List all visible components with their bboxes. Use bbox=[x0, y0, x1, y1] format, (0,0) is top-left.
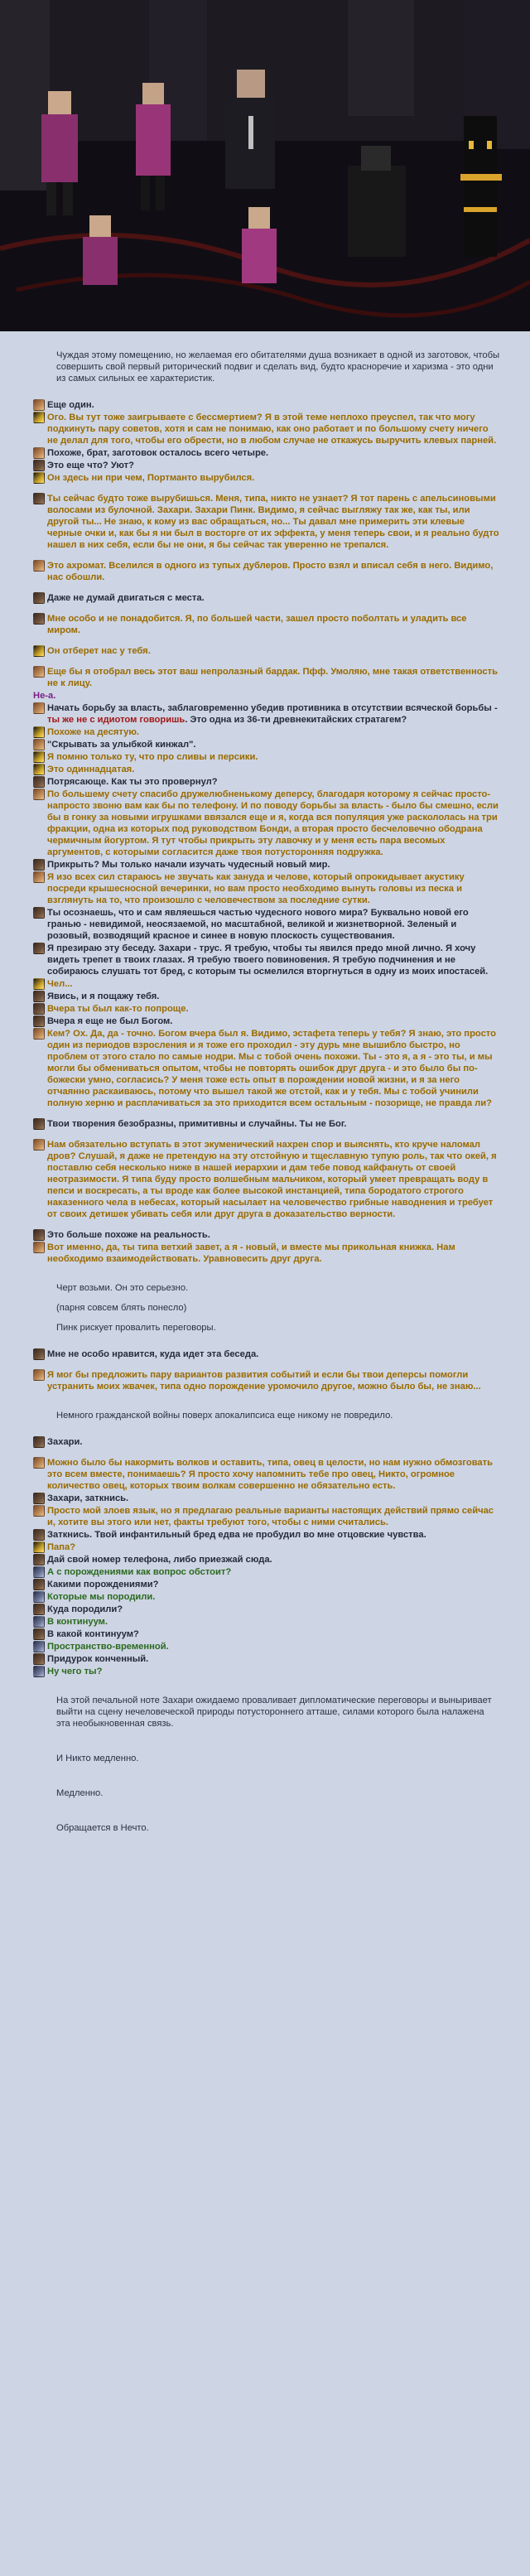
speaker-avatar-icon bbox=[33, 1529, 45, 1541]
dialogue-text bbox=[47, 739, 500, 750]
dialogue-fragment: Ого. Вы тут тоже заигрываете с бессмертием? Я в этой теме неплохо преуспел, так что могу подкинуть пару советов, хотя и сам не понимаю, как оно работает и по большому счету ничего не делал для того, чтобы его обрести, но в любом случае не откажусь выручить клевых парней. bbox=[47, 412, 497, 446]
speaker-avatar-icon bbox=[33, 726, 45, 738]
dialogue-text bbox=[47, 399, 500, 411]
dialogue-text bbox=[47, 1566, 500, 1578]
dialogue-line bbox=[33, 1579, 500, 1590]
dialogue-fragment: Ты осознаешь, что и сам являешься частью чудесного нового мира? Буквально новой его гранью - невидимой, неосязаемой, но масштабной, великой и жизнетворной. Зеленый и розовый, возводящий красное и синее в новую плоскость существования. bbox=[47, 908, 469, 941]
speaker-avatar-icon bbox=[33, 991, 45, 1002]
dialogue-line bbox=[33, 991, 500, 1002]
speaker-avatar-icon bbox=[33, 1457, 45, 1469]
narration-text: Немного гражданской войны поверх апокалипсиса еще никому не повредило. bbox=[56, 1411, 393, 1421]
dialogue-fragment: Придурок конченный. bbox=[47, 1654, 149, 1664]
dialogue-text bbox=[47, 1369, 500, 1392]
dialogue-text bbox=[47, 1118, 500, 1130]
dialogue-fragment: . Это одна из 36-ти древнекитайских стратагем? bbox=[185, 715, 407, 725]
dialogue-text bbox=[47, 991, 500, 1002]
dialogue-text bbox=[47, 1628, 500, 1640]
dialogue-fragment: В континуум. bbox=[47, 1617, 108, 1627]
dialogue-line bbox=[33, 1505, 500, 1528]
dialogue-line bbox=[33, 1641, 500, 1652]
dialogue-fragment: Это больше похоже на реальность. bbox=[47, 1230, 210, 1240]
narration-text: Обращается в Нечто. bbox=[56, 1823, 149, 1833]
dialogue-text bbox=[47, 1579, 500, 1590]
dialogue-text bbox=[47, 751, 500, 763]
dialogue-fragment: "Скрывать за улыбкой кинжал". bbox=[47, 740, 196, 750]
dialogue-line bbox=[33, 560, 500, 583]
dialogue-text bbox=[47, 645, 500, 657]
speaker-avatar-icon bbox=[33, 1229, 45, 1241]
speaker-avatar-icon bbox=[33, 1493, 45, 1504]
dialogue-line bbox=[33, 399, 500, 411]
speaker-avatar-icon bbox=[33, 1653, 45, 1665]
dialogue-line bbox=[33, 1591, 500, 1603]
dialogue-text bbox=[47, 726, 500, 738]
dialogue-text bbox=[47, 1529, 500, 1541]
speaker-avatar-icon bbox=[33, 859, 45, 871]
dialogue-line bbox=[33, 1554, 500, 1565]
speaker-avatar-icon bbox=[33, 1028, 45, 1040]
speaker-avatar-icon bbox=[33, 1003, 45, 1015]
dialogue-fragment: Твои творения безобразны, примитивны и случайны. Ты не Бог. bbox=[47, 1119, 347, 1129]
speaker-avatar-icon bbox=[33, 493, 45, 504]
dialogue-fragment: Я мог бы предложить пару вариантов развития событий и если бы твои деперсы помогли устранить моих жвачек, типа одно порождение уромочило другое, можно было бы, не знаю... bbox=[47, 1370, 481, 1392]
dialogue-fragment: Он здесь ни при чем, Портманто вырубился. bbox=[47, 473, 255, 483]
dialogue-line bbox=[33, 702, 500, 726]
speaker-avatar-icon bbox=[33, 1616, 45, 1628]
dialogue-fragment: Это одиннадцатая. bbox=[47, 765, 135, 774]
dialogue-text bbox=[47, 1591, 500, 1603]
spacer bbox=[33, 1449, 500, 1457]
spacer bbox=[33, 637, 500, 645]
dialogue-text bbox=[47, 1666, 500, 1677]
dialogue-line bbox=[33, 666, 500, 689]
speaker-avatar-icon bbox=[33, 645, 45, 657]
spacer bbox=[33, 552, 500, 560]
dialogue-text bbox=[47, 871, 500, 906]
dialogue-text bbox=[47, 1436, 500, 1448]
speaker-avatar-icon bbox=[33, 1591, 45, 1603]
dialogue-line bbox=[33, 1666, 500, 1677]
story-page bbox=[0, 331, 530, 2576]
dialogue-text bbox=[47, 666, 500, 689]
dialogue-text bbox=[47, 1554, 500, 1565]
dialogue-text bbox=[47, 789, 500, 858]
dialogue-line bbox=[33, 871, 500, 906]
dialogue-line bbox=[33, 1028, 500, 1109]
dialogue-text bbox=[47, 592, 500, 604]
dialogue-text bbox=[47, 560, 500, 583]
dialogue-line bbox=[33, 412, 500, 446]
dialogue-text bbox=[47, 907, 500, 942]
speaker-avatar-icon bbox=[33, 789, 45, 800]
speaker-avatar-icon bbox=[33, 871, 45, 883]
speaker-avatar-icon bbox=[33, 460, 45, 471]
dialogue-line bbox=[33, 1493, 500, 1504]
dialogue-fragment: Он отберет нас у тебя. bbox=[47, 646, 151, 656]
speaker-avatar-icon bbox=[33, 399, 45, 411]
dialogue-text bbox=[47, 1139, 500, 1220]
narration-text: (парня совсем блять понесло) bbox=[56, 1303, 187, 1313]
dialogue-fragment: Ну чего ты? bbox=[47, 1667, 103, 1676]
speaker-avatar-icon bbox=[33, 907, 45, 919]
dialogue-text bbox=[47, 1028, 500, 1109]
dialogue-line bbox=[33, 645, 500, 657]
dialogue-fragment: Явись, и я пощажу тебя. bbox=[47, 991, 160, 1001]
dialogue-fragment: Просто мой злоев язык, но я предлагаю реальные варианты настоящих действий прямо сейчас и, хотите вы этого или нет, факты требуют того, чтобы с ними считались. bbox=[47, 1506, 494, 1527]
speaker-avatar-icon bbox=[33, 592, 45, 604]
speaker-avatar-icon bbox=[33, 1118, 45, 1130]
speaker-avatar-icon bbox=[33, 751, 45, 763]
dialogue-fragment: А с порождениями как вопрос обстоит? bbox=[47, 1567, 232, 1577]
dialogue-fragment: Еще бы я отобрал весь этот ваш непролазный бардак. Пфф. Умоляю, мне такая ответственность не к лицу. bbox=[47, 667, 498, 688]
dialogue-fragment: Можно было бы накормить волков и оставить, типа, овец в целости, но нам нужно обмозговать это всем вместе, понимаешь? Я просто хочу напомнить тебе про овец, Никто, огромное количество овец, которых твоим волкам совершенно не обязательно есть. bbox=[47, 1458, 494, 1491]
spacer bbox=[33, 1361, 500, 1369]
spacer bbox=[33, 485, 500, 493]
narration-text: На этой печальной ноте Захари ожидаемо проваливает дипломатические переговоры и выныривает выйти на сцену нечеловеческой природы потустороннего атташе, силами которого была налажена эта необыкновенная связь. bbox=[56, 1696, 492, 1729]
dialogue-line bbox=[33, 613, 500, 636]
dialogue-fragment: Куда породили? bbox=[47, 1604, 123, 1614]
dialogue-line bbox=[33, 1529, 500, 1541]
dialogue-fragment: Какими порождениями? bbox=[47, 1580, 159, 1589]
spacer bbox=[33, 1678, 500, 1686]
spacer bbox=[33, 1110, 500, 1118]
dialogue-fragment: Я помню только ту, что про сливы и персики. bbox=[47, 752, 258, 762]
dialogue-fragment: Потрясающе. Как ты это провернул? bbox=[47, 777, 218, 787]
dialogue-line bbox=[33, 447, 500, 459]
dialogue-line bbox=[33, 1015, 500, 1027]
dialogue-fragment: Это еще что? Уют? bbox=[47, 461, 134, 470]
dialogue-line bbox=[33, 1616, 500, 1628]
dialogue-line bbox=[33, 1229, 500, 1241]
spacer bbox=[33, 605, 500, 613]
dialogue-line bbox=[33, 859, 500, 871]
dialogue-fragment: Даже не думай двигаться с места. bbox=[47, 593, 205, 603]
dialogue-text bbox=[47, 412, 500, 446]
dialogue-line bbox=[33, 493, 500, 551]
narration-text: Пинк рискует провалить переговоры. bbox=[56, 1323, 216, 1333]
dialogue-text bbox=[47, 613, 500, 636]
dialogue-line bbox=[33, 1457, 500, 1492]
dialogue-text bbox=[47, 1348, 500, 1360]
speaker-avatar-icon bbox=[33, 1015, 45, 1027]
spacer bbox=[33, 1340, 500, 1348]
dialogue-line bbox=[33, 751, 500, 763]
dialogue-line bbox=[33, 1242, 500, 1265]
speaker-avatar-icon bbox=[33, 1242, 45, 1253]
speaker-avatar-icon bbox=[33, 666, 45, 678]
speaker-avatar-icon bbox=[33, 1505, 45, 1517]
dialogue-line bbox=[33, 907, 500, 942]
spacer bbox=[33, 1221, 500, 1229]
dialogue-text bbox=[47, 702, 500, 726]
spacer bbox=[33, 1771, 500, 1779]
speaker-avatar-icon bbox=[33, 1666, 45, 1677]
dialogue-line bbox=[33, 764, 500, 775]
speaker-avatar-icon bbox=[33, 943, 45, 954]
dialogue-line bbox=[33, 726, 500, 738]
dialogue-text bbox=[47, 1641, 500, 1652]
spacer bbox=[33, 1806, 500, 1814]
spacer bbox=[33, 1428, 500, 1436]
spacer bbox=[33, 1736, 500, 1744]
dialogue-line bbox=[33, 943, 500, 977]
dialogue-text bbox=[47, 859, 500, 871]
speaker-avatar-icon bbox=[33, 1628, 45, 1640]
speaker-avatar-icon bbox=[33, 1369, 45, 1381]
dialogue-fragment: Это ахромат. Вселился в одного из тупых дублеров. Просто взял и вписал себя в него. Видимо, нас обошли. bbox=[47, 561, 494, 582]
speaker-avatar-icon bbox=[33, 472, 45, 484]
dialogue-fragment: Дай свой номер телефона, либо приезжай сюда. bbox=[47, 1555, 272, 1565]
dialogue-fragment: Чел... bbox=[47, 979, 73, 989]
dialogue-text bbox=[47, 472, 500, 484]
dialogue-fragment: Захари, заткнись. bbox=[47, 1493, 129, 1503]
dialogue-line bbox=[33, 1369, 500, 1392]
narration-text: И Никто медленно. bbox=[56, 1754, 139, 1763]
dialogue-fragment: Похоже на десятую. bbox=[47, 727, 139, 737]
dialogue-line bbox=[33, 1653, 500, 1665]
dialogue-text bbox=[47, 447, 500, 459]
dialogue-fragment: Кем? Ох. Да, да - точно. Богом вчера был я. Видимо, эстафета теперь у тебя? Я знаю, это просто один из периодов взросления и я тоже его проходил - эту дурь мне вышибло быстро, но проблем от этого стало по самые нодри. Мы с тобой очень похожи. Ты - это я, а я - это ты, и мы могли бы обмениваться опытом, чтобы не повторять ошибок друг друга - и это было бы по-божески умно, согласись? У меня тоже есть опыт в порождении новой жизни, и я за него отчаянно раскаиваюсь, потому что вышел такой же отстой, как и у тебя. Мы с тобой учинили полную херню и расплачиваться за это приходится всем остальным - позорище, не правда ли? bbox=[47, 1029, 496, 1108]
speaker-avatar-icon bbox=[33, 1641, 45, 1652]
spacer bbox=[33, 584, 500, 592]
speaker-avatar-icon bbox=[33, 739, 45, 750]
dialogue-text bbox=[47, 1003, 500, 1015]
spacer bbox=[33, 1131, 500, 1139]
speaker-avatar-icon bbox=[33, 412, 45, 423]
header-illustration bbox=[0, 0, 530, 331]
dialogue-line bbox=[33, 978, 500, 990]
dialogue-text bbox=[47, 1505, 500, 1528]
dialogue-text bbox=[47, 764, 500, 775]
dialogue-text bbox=[47, 1242, 500, 1265]
dialogue-line bbox=[33, 1139, 500, 1220]
dialogue-text bbox=[47, 1015, 500, 1027]
pixel-art-scene bbox=[0, 0, 530, 331]
dialogue-fragment: Прикрыть? Мы только начали изучать чудесный новый мир. bbox=[47, 860, 330, 870]
dialogue-text bbox=[47, 943, 500, 977]
dialogue-text bbox=[47, 1229, 500, 1241]
speaker-avatar-icon bbox=[33, 613, 45, 625]
dialogue-line bbox=[33, 1541, 500, 1553]
dialogue-fragment: Вот именно, да, ты типа ветхий завет, а я - новый, и вместе мы прикольная книжка. Нам необходимо взаимодействовать. Уравновесить друг друга. bbox=[47, 1242, 455, 1264]
dialogue-text bbox=[47, 1457, 500, 1492]
dialogue-text bbox=[47, 460, 500, 471]
dialogue-line bbox=[33, 1003, 500, 1015]
speaker-avatar-icon bbox=[33, 1604, 45, 1615]
dialogue-fragment: Захари. bbox=[47, 1437, 83, 1447]
dialogue-line bbox=[33, 472, 500, 484]
dialogue-text bbox=[47, 776, 500, 788]
speaker-avatar-icon bbox=[33, 1554, 45, 1565]
dialogue-line bbox=[33, 1604, 500, 1615]
speaker-avatar-icon bbox=[33, 560, 45, 572]
dialogue-line bbox=[33, 1118, 500, 1130]
dialogue-text bbox=[47, 1541, 500, 1553]
dialogue-line bbox=[33, 739, 500, 750]
dialogue-fragment: Начать борьбу за власть, заблаговременно убедив противника в отсутствии всяческой борьбы - bbox=[47, 703, 498, 713]
spacer bbox=[33, 1266, 500, 1274]
dialogue-line bbox=[33, 1436, 500, 1448]
dialogue-text bbox=[33, 690, 500, 702]
dialogue-fragment: Нам обязательно вступать в этот экуменический нахрен спор и выяснять, кто круче наломал дров? Слушай, я даже не претендую на эту отстойную и тщеславную тупую роль, так что окей, я поставлю себя несколько ниже в нашей иерархии и дам тебе повод кайфануть от своей неотразимости. Я типа буду просто волшебным мальчиком, который умеет превращать воду в пепси и воскресать, а ты вроде как более высокой инстанцией, типа бородатого строгого наказенного чела в небесах, который насылает на человечество грибные наводнения и требует от своих детишек убивать себя или друг друга в доказательство верности. bbox=[47, 1140, 497, 1219]
dialogue-text bbox=[47, 1604, 500, 1615]
dialogue-line bbox=[33, 1566, 500, 1578]
speaker-avatar-icon bbox=[33, 1541, 45, 1553]
dialogue-fragment: Похоже, брат, заготовок осталось всего четыре. bbox=[47, 448, 269, 458]
speaker-avatar-icon bbox=[33, 1579, 45, 1590]
dialogue-line bbox=[33, 789, 500, 858]
dialogue-fragment: Ты сейчас будто тоже вырубишься. Меня, типа, никто не узнает? Я тот парень с апельсиновыми волосами из булочной. Захари. Захари Пинк. Видимо, я сейчас выгляжу так же, как ты, или другой ты... Не знаю, к кому из вас обращаться, но... Ты давал мне примерить эти клевые черные очки и, как бы я ни был в восторге от их эффекта, у меня теперь свои, и я реально будто нашел в них себя, если бы не они, я бы сейчас так уверенно не трепался. bbox=[47, 494, 499, 550]
dialogue-text bbox=[47, 1616, 500, 1628]
dialogue-fragment: Вчера я еще не был Богом. bbox=[47, 1016, 173, 1026]
narration-text: Медленно. bbox=[56, 1788, 104, 1798]
spacer bbox=[33, 658, 500, 666]
spacer bbox=[33, 1393, 500, 1401]
speaker-avatar-icon bbox=[33, 447, 45, 459]
narration-text: Чуждая этому помещению, но желаемая его обитателями душа возникает в одной из заготовок, чтобы совершить свой первый риторический подвиг и сделать вид, будто красноречие и харизма - это одни из самых сильных ее характеристик. bbox=[56, 350, 500, 384]
dialogue-text bbox=[47, 1653, 500, 1665]
speaker-avatar-icon bbox=[33, 978, 45, 990]
dialogue-fragment: Которые мы породили. bbox=[47, 1592, 156, 1602]
dialogue-text bbox=[47, 978, 500, 990]
speaker-avatar-icon bbox=[33, 1436, 45, 1448]
dialogue-fragment: Вчера ты был как-то попроще. bbox=[47, 1004, 189, 1014]
dialogue-line bbox=[33, 1628, 500, 1640]
dialogue-fragment: Еще один. bbox=[47, 400, 94, 410]
dialogue-fragment: Мне особо и не понадобится. Я, по большей части, зашел просто поболтать и уладить все миром. bbox=[47, 614, 467, 635]
dialogue-line bbox=[33, 776, 500, 788]
dialogue-fragment: Папа? bbox=[47, 1542, 76, 1552]
speaker-avatar-icon bbox=[33, 1348, 45, 1360]
dialogue-fragment: Не-а. bbox=[33, 691, 56, 701]
dialogue-text bbox=[47, 493, 500, 551]
dialogue-line bbox=[33, 690, 500, 702]
dialogue-fragment: Мне не особо нравится, куда идет эта беседа. bbox=[47, 1349, 259, 1359]
spacer bbox=[33, 391, 500, 399]
dialogue-fragment: Я изо всех сил стараюсь не звучать как зануда и челове, который опрокидывает акустику посреди крышесносной вечеринки, но вам просто необходимо вынуть головы из песка и взглянуть на то, что произошло с человечеством за последние сутки. bbox=[47, 872, 465, 905]
dialogue-fragment: В какой континуум? bbox=[47, 1629, 139, 1639]
speaker-avatar-icon bbox=[33, 1566, 45, 1578]
speaker-avatar-icon bbox=[33, 702, 45, 714]
narration-text: Черт возьми. Он это серьезно. bbox=[56, 1283, 189, 1293]
speaker-avatar-icon bbox=[33, 776, 45, 788]
speaker-avatar-icon bbox=[33, 764, 45, 775]
dialogue-fragment: Я презираю эту беседу. Захари - трус. Я требую, чтобы ты явился предо мной лично. Я хочу видеть трепет в твоих глазах. Я требую твоего повиновения. Я требую подчинения и не собираюсь слушать тот бред, с которым ты осмелился вторгнуться в одну из моих ипостасей. bbox=[47, 943, 489, 977]
dialogue-line bbox=[33, 460, 500, 471]
dialogue-line bbox=[33, 592, 500, 604]
dialogue-line bbox=[33, 1348, 500, 1360]
dialogue-fragment: Пространство-временной. bbox=[47, 1642, 169, 1652]
dialogue-text bbox=[47, 1493, 500, 1504]
dialogue-fragment: По большему счету спасибо дружелюбненькому деперсу, благодаря которому я сейчас просто-напросто звоню вам как бы по телефону. И по поводу борьбы за власть - было бы смешно, если бы в гонку за новыми игрушками ввязался еще и я, когда вся популяция уже раскололась на три фракции, одна из которых под руководством Бонди, а вторая просто бесчеловечно ободрана чермичным йогуртом. Я тут чтобы прикрыть эту лавочку и у меня есть пара весомых аргументов, с которыми согласится даже твоя потусторонняя подружка. bbox=[47, 789, 499, 857]
speaker-avatar-icon bbox=[33, 1139, 45, 1151]
dialogue-fragment: ты же не с идиотом говоришь bbox=[47, 715, 186, 725]
dialogue-fragment: Заткнись. Твой инфантильный бред едва не пробудил во мне отцовские чувства. bbox=[47, 1530, 426, 1540]
